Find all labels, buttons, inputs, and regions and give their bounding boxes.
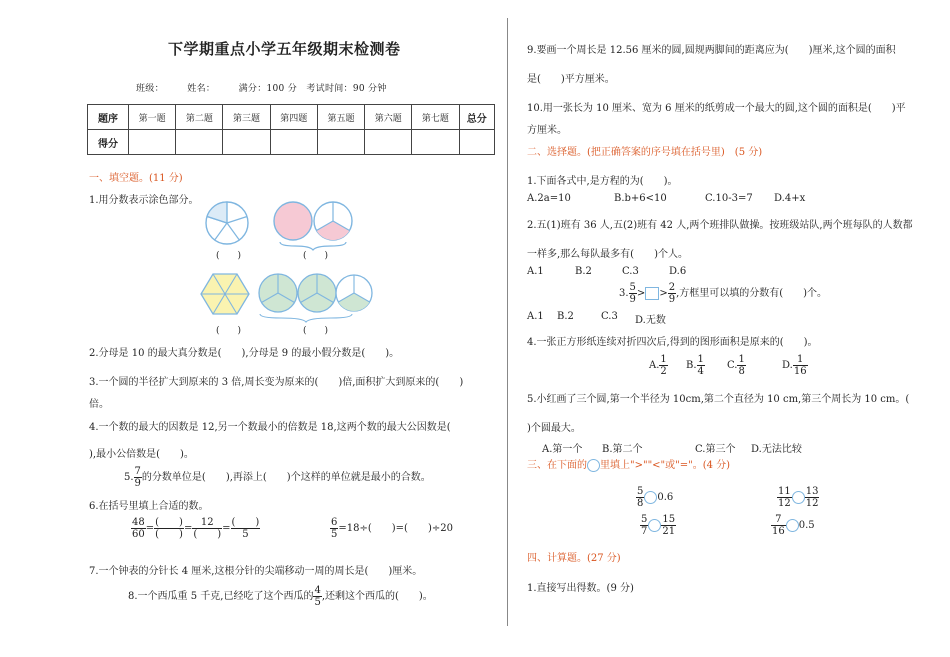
choice-3-option-a[interactable]: A.1 xyxy=(527,311,544,322)
denominator-blank[interactable]: ( ) xyxy=(193,529,222,540)
score-cell[interactable] xyxy=(129,130,176,155)
denominator: 12 xyxy=(778,498,791,509)
table-row xyxy=(88,130,495,155)
choice-3 xyxy=(619,282,827,305)
table-cell: 第五题 xyxy=(317,105,364,130)
score-cell[interactable] xyxy=(365,130,412,155)
compare-item-1 xyxy=(636,486,673,509)
numerator: 6 xyxy=(331,517,338,528)
fraction xyxy=(805,486,820,509)
choice-2-option-c[interactable]: C.3 xyxy=(622,266,639,277)
answer-box[interactable] xyxy=(645,287,659,300)
score-cell[interactable] xyxy=(412,130,459,155)
fraction xyxy=(313,585,321,608)
equals-sign: = xyxy=(222,523,231,534)
section-1-heading: 一、填空题。(11 分) xyxy=(89,173,183,184)
choice-5-option-b[interactable]: B.第二个 xyxy=(602,444,643,455)
table-cell: 题序 xyxy=(88,105,129,130)
denominator: 2 xyxy=(660,366,667,377)
fraction-blank[interactable] xyxy=(192,517,222,540)
score-cell[interactable] xyxy=(223,130,270,155)
compare-item-2 xyxy=(777,486,819,509)
choice-4: 4.一张正方形纸连续对折四次后,得到的图形面积是原来的( )。 xyxy=(527,337,818,348)
question-2: 2.分母是 10 的最大真分数是( ),分母是 9 的最小假分数是( )。 xyxy=(89,348,400,359)
denominator: 16 xyxy=(793,366,807,377)
greater-than-sign: > xyxy=(659,288,668,299)
choice-4-option-b[interactable] xyxy=(686,354,705,377)
compare-value: 0.6 xyxy=(657,492,674,503)
section-4-heading: 四、计算题。(27 分) xyxy=(527,553,621,564)
denominator: 9 xyxy=(134,478,141,489)
circle-fifths-figure xyxy=(206,202,248,244)
question-5 xyxy=(124,466,431,489)
score-cell[interactable] xyxy=(317,130,364,155)
table-cell: 第六题 xyxy=(365,105,412,130)
numerator: 13 xyxy=(805,486,819,497)
question-6-part-b xyxy=(330,517,453,540)
denominator: 8 xyxy=(637,498,644,509)
table-cell: 第四题 xyxy=(270,105,317,130)
choice-5-option-c[interactable]: C.第三个 xyxy=(695,444,736,455)
question-9-line-1: 9.要画一个周长是 12.56 厘米的圆,圆规两脚间的距离应为( )厘米,这个圆的面积 xyxy=(527,45,896,56)
option-label: D. xyxy=(782,360,793,371)
calc-question-1: 1.直接写出得数。(9 分) xyxy=(527,583,634,594)
question-6-part-b-text: =18÷( )=( )÷20 xyxy=(338,523,453,534)
numerator: 5 xyxy=(641,514,648,525)
numerator: 7 xyxy=(134,466,141,477)
compare-item-4 xyxy=(771,514,815,537)
answer-blank[interactable]: ( ) xyxy=(303,326,329,336)
denominator: 4 xyxy=(697,366,704,377)
numerator-blank[interactable]: ( ) xyxy=(231,517,260,528)
circle-thirds-figure xyxy=(259,274,297,312)
page-title: 下学期重点小学五年级期末检测卷 xyxy=(168,40,401,58)
fraction xyxy=(793,354,808,377)
compare-blank[interactable] xyxy=(786,519,799,532)
numerator: 1 xyxy=(738,354,745,365)
question-3-line-2: 倍。 xyxy=(89,399,109,410)
numerator: 5 xyxy=(637,486,644,497)
circle-blank-icon xyxy=(587,459,600,472)
fraction xyxy=(661,514,676,537)
denominator: 5 xyxy=(242,529,249,540)
denominator-blank[interactable]: ( ) xyxy=(155,529,183,540)
fraction-blank[interactable] xyxy=(154,517,184,540)
fraction xyxy=(659,354,667,377)
greater-than-sign: > xyxy=(636,288,646,299)
numerator: 7 xyxy=(771,514,786,526)
fraction xyxy=(134,466,142,489)
choice-2-option-b[interactable]: B.2 xyxy=(575,266,592,277)
fraction-blank[interactable] xyxy=(231,517,261,540)
section-3-text-end: 里填上">""<"或"="。(4 分) xyxy=(600,460,731,471)
compare-blank[interactable] xyxy=(648,519,661,532)
denominator: 9 xyxy=(668,294,676,305)
section-3-text: 三、在下面的 xyxy=(527,460,587,471)
question-9-line-2: 是( )平方厘米。 xyxy=(527,74,615,85)
denominator: 5 xyxy=(331,529,338,540)
fraction xyxy=(629,282,637,305)
choice-3-option-b[interactable]: B.2 xyxy=(557,311,574,322)
fraction xyxy=(737,354,745,377)
fraction-figures-row-2 xyxy=(196,270,376,326)
choice-1-option-a[interactable]: A.2a=10 xyxy=(527,193,571,204)
choice-3-option-c[interactable]: C.3 xyxy=(601,311,618,322)
numerator: 2 xyxy=(668,282,676,293)
question-4-line-2: ),最小公倍数是( )。 xyxy=(89,449,194,460)
brace-icon xyxy=(260,314,352,322)
score-cell[interactable] xyxy=(459,130,494,155)
equals-sign: = xyxy=(183,523,193,534)
numerator: 4 xyxy=(314,585,321,596)
answer-blank[interactable]: ( ) xyxy=(216,326,242,336)
choice-1-option-b[interactable]: B.b+6<10 xyxy=(614,193,667,204)
choice-4-option-c[interactable] xyxy=(727,354,746,377)
question-10-line-2: 方厘米。 xyxy=(527,125,567,136)
score-table xyxy=(87,104,495,155)
question-6-part-a xyxy=(131,517,260,540)
question-8-text-end: ,还剩这个西瓜的( )。 xyxy=(321,591,433,602)
denominator: 12 xyxy=(805,498,819,509)
numerator: 15 xyxy=(662,514,676,525)
compare-item-3 xyxy=(640,514,676,537)
question-6: 6.在括号里填上合适的数。 xyxy=(89,501,209,512)
question-1: 1.用分数表示涂色部分。 xyxy=(89,195,199,206)
denominator: 9 xyxy=(629,294,636,305)
numerator: 5 xyxy=(629,282,636,293)
choice-1-option-d[interactable]: D.4+x xyxy=(774,193,806,204)
question-8 xyxy=(128,585,433,608)
choice-3-text: ,方框里可以填的分数有( )个。 xyxy=(676,288,828,299)
option-label: A. xyxy=(649,360,660,371)
circle-thirds-figure xyxy=(314,202,352,240)
denominator: 7 xyxy=(641,526,648,537)
question-3-line-1: 3.一个圆的半径扩大到原来的 3 倍,周长变为原来的( )倍,面积扩大到原来的( ) xyxy=(89,377,464,388)
table-cell: 总分 xyxy=(459,105,494,130)
compare-blank[interactable] xyxy=(644,491,657,504)
table-row xyxy=(88,105,495,130)
choice-3-prefix: 3. xyxy=(619,288,629,299)
section-2-heading: 二、选择题。(把正确答案的序号填在括号里) (5 分) xyxy=(527,147,763,158)
circle-thirds-figure xyxy=(336,275,372,311)
choice-2-line-1: 2.五(1)班有 36 人,五(2)班有 42 人,两个班排队做操。按班级站队,两个班每队的人数都 xyxy=(527,220,913,231)
denominator: 60 xyxy=(132,529,145,540)
score-cell[interactable] xyxy=(270,130,317,155)
fraction xyxy=(640,514,648,537)
question-8-text: 8.一个西瓜重 5 千克,已经吃了这个西瓜的 xyxy=(128,591,314,602)
question-10-line-1: 10.用一张长为 10 厘米、宽为 6 厘米的纸剪成一个最大的圆,这个圆的面积是( )平 xyxy=(527,103,906,114)
column-divider xyxy=(507,18,508,626)
numerator: 11 xyxy=(778,486,791,497)
compare-blank[interactable] xyxy=(792,491,805,504)
compare-value: 0.5 xyxy=(798,520,815,531)
choice-5-option-a[interactable]: A.第一个 xyxy=(542,444,583,455)
choice-2-option-a[interactable]: A.1 xyxy=(527,266,544,277)
question-4-line-1: 4.一个数的最大的因数是 12,另一个数最小的倍数是 18,这两个数的最大公因数是( xyxy=(89,422,451,433)
choice-1: 1.下面各式中,是方程的为( )。 xyxy=(527,176,678,187)
question-5-prefix: 5. xyxy=(124,472,134,483)
fraction xyxy=(636,486,644,509)
numerator: 12 xyxy=(192,517,222,529)
denominator: 16 xyxy=(772,526,785,537)
full-circle-figure xyxy=(274,202,312,240)
numerator: 1 xyxy=(697,354,704,365)
question-7: 7.一个钟表的分针长 4 厘米,这根分针的尖端移动一周的周长是( )厘米。 xyxy=(89,566,423,577)
fraction xyxy=(771,514,786,537)
table-cell: 第七题 xyxy=(412,105,459,130)
choice-5-line-1: 5.小红画了三个圆,第一个半径为 10cm,第二个直径为 10 cm,第三个周长为 10 cm。( xyxy=(527,394,910,405)
numerator: 1 xyxy=(660,354,667,365)
fraction xyxy=(697,354,705,377)
question-5-text: 的分数单位是( ),再添上( )个这样的单位就是最小的合数。 xyxy=(141,472,431,483)
choice-4-option-a[interactable] xyxy=(649,354,668,377)
answer-blank[interactable]: ( ) xyxy=(216,251,242,261)
equals-sign: = xyxy=(145,523,155,534)
denominator: 8 xyxy=(738,366,745,377)
answer-blank[interactable]: ( ) xyxy=(303,251,329,261)
score-cell[interactable] xyxy=(176,130,223,155)
info-line: 班级： 姓名： 满分：100 分 考试时间：90 分钟 xyxy=(136,84,387,94)
choice-4-option-d[interactable] xyxy=(782,354,808,377)
choice-5-option-d[interactable]: D.无法比较 xyxy=(751,444,802,455)
choice-2-option-d[interactable]: D.6 xyxy=(669,266,687,277)
choice-3-option-d[interactable]: D.无数 xyxy=(635,315,666,326)
numerator: 1 xyxy=(793,354,808,366)
fraction xyxy=(668,282,676,305)
choice-5-line-2: )个圆最大。 xyxy=(527,423,581,434)
numerator-blank[interactable]: ( ) xyxy=(155,517,183,528)
fraction xyxy=(131,517,146,540)
denominator: 21 xyxy=(662,526,676,537)
choice-2-line-2: 一样多,那么每队最多有( )个人。 xyxy=(527,249,688,260)
denominator: 5 xyxy=(314,597,321,608)
circle-thirds-figure xyxy=(298,274,336,312)
table-cell: 得分 xyxy=(88,130,129,155)
option-label: C. xyxy=(727,360,738,371)
choice-1-option-c[interactable]: C.10-3=7 xyxy=(705,193,753,204)
table-cell: 第三题 xyxy=(223,105,270,130)
section-3-heading xyxy=(527,456,730,472)
table-cell: 第一题 xyxy=(129,105,176,130)
table-cell: 第二题 xyxy=(176,105,223,130)
fraction xyxy=(777,486,792,509)
numerator: 48 xyxy=(132,517,145,528)
option-label: B. xyxy=(686,360,697,371)
hexagon-figure xyxy=(201,274,249,314)
